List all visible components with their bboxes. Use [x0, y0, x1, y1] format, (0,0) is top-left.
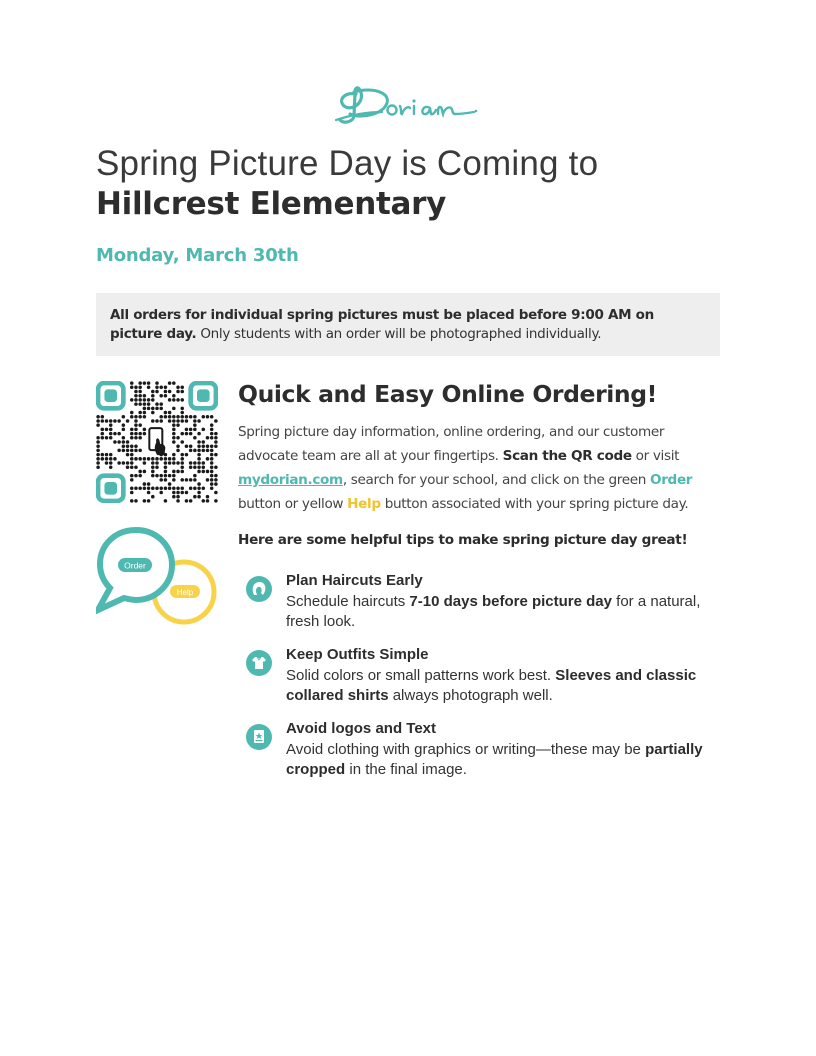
tip-title: Plan Haircuts Early — [286, 572, 423, 589]
order-bubble-label: Order — [124, 560, 146, 571]
tips-heading: Here are some helpful tips to make spring picture day great! — [238, 532, 688, 548]
help-bubble-label: Help — [176, 588, 194, 597]
intro-text-5: button associated with your spring picture day. — [380, 496, 689, 512]
title-line-1: Spring Picture Day is Coming to — [96, 144, 599, 183]
notice-rest-text: Only students with an order will be photographed individually. — [196, 326, 602, 342]
online-ordering-heading: Quick and Easy Online Ordering! — [238, 380, 657, 408]
qr-code-icon[interactable] — [96, 381, 218, 503]
shirt-icon — [246, 650, 272, 676]
order-word: Order — [650, 472, 693, 488]
order-help-bubbles-graphic — [96, 526, 220, 628]
tip-description: Solid colors or small patterns work best. Sleeves and classic collared shirts always photograph well. — [286, 667, 697, 704]
star-icon — [246, 724, 272, 750]
dorian-logo — [334, 82, 482, 128]
tip-description: Avoid clothing with graphics or writing—these may be partially cropped in the final image. — [286, 741, 703, 778]
order-deadline-notice — [96, 293, 720, 356]
intro-text-4: button or yellow — [238, 496, 348, 512]
intro-text-1: Spring picture day information, online ordering, and our customer advocate team are all at your fingertips. — [238, 424, 665, 464]
tip-description: Schedule haircuts 7-10 days before picture day for a natural, fresh look. — [286, 593, 701, 630]
haircut-icon — [246, 576, 272, 602]
notice-deadline-text: All orders for individual spring pictures must be placed before 9:00 AM on picture day. — [110, 307, 654, 342]
intro-text-2: or visit — [631, 448, 680, 464]
mydorian-link[interactable]: mydorian.com — [238, 472, 343, 488]
school-name: Hillcrest Elementary — [96, 186, 447, 222]
intro-text-3: , search for your school, and click on the green — [342, 472, 650, 488]
tip-title: Avoid logos and Text — [286, 720, 437, 737]
tip-title: Keep Outfits Simple — [286, 646, 429, 663]
online-ordering-paragraph — [238, 420, 720, 516]
help-word: Help — [347, 496, 381, 512]
picture-day-date: Monday, March 30th — [96, 245, 299, 266]
scan-qr-text: Scan the QR code — [502, 448, 632, 464]
